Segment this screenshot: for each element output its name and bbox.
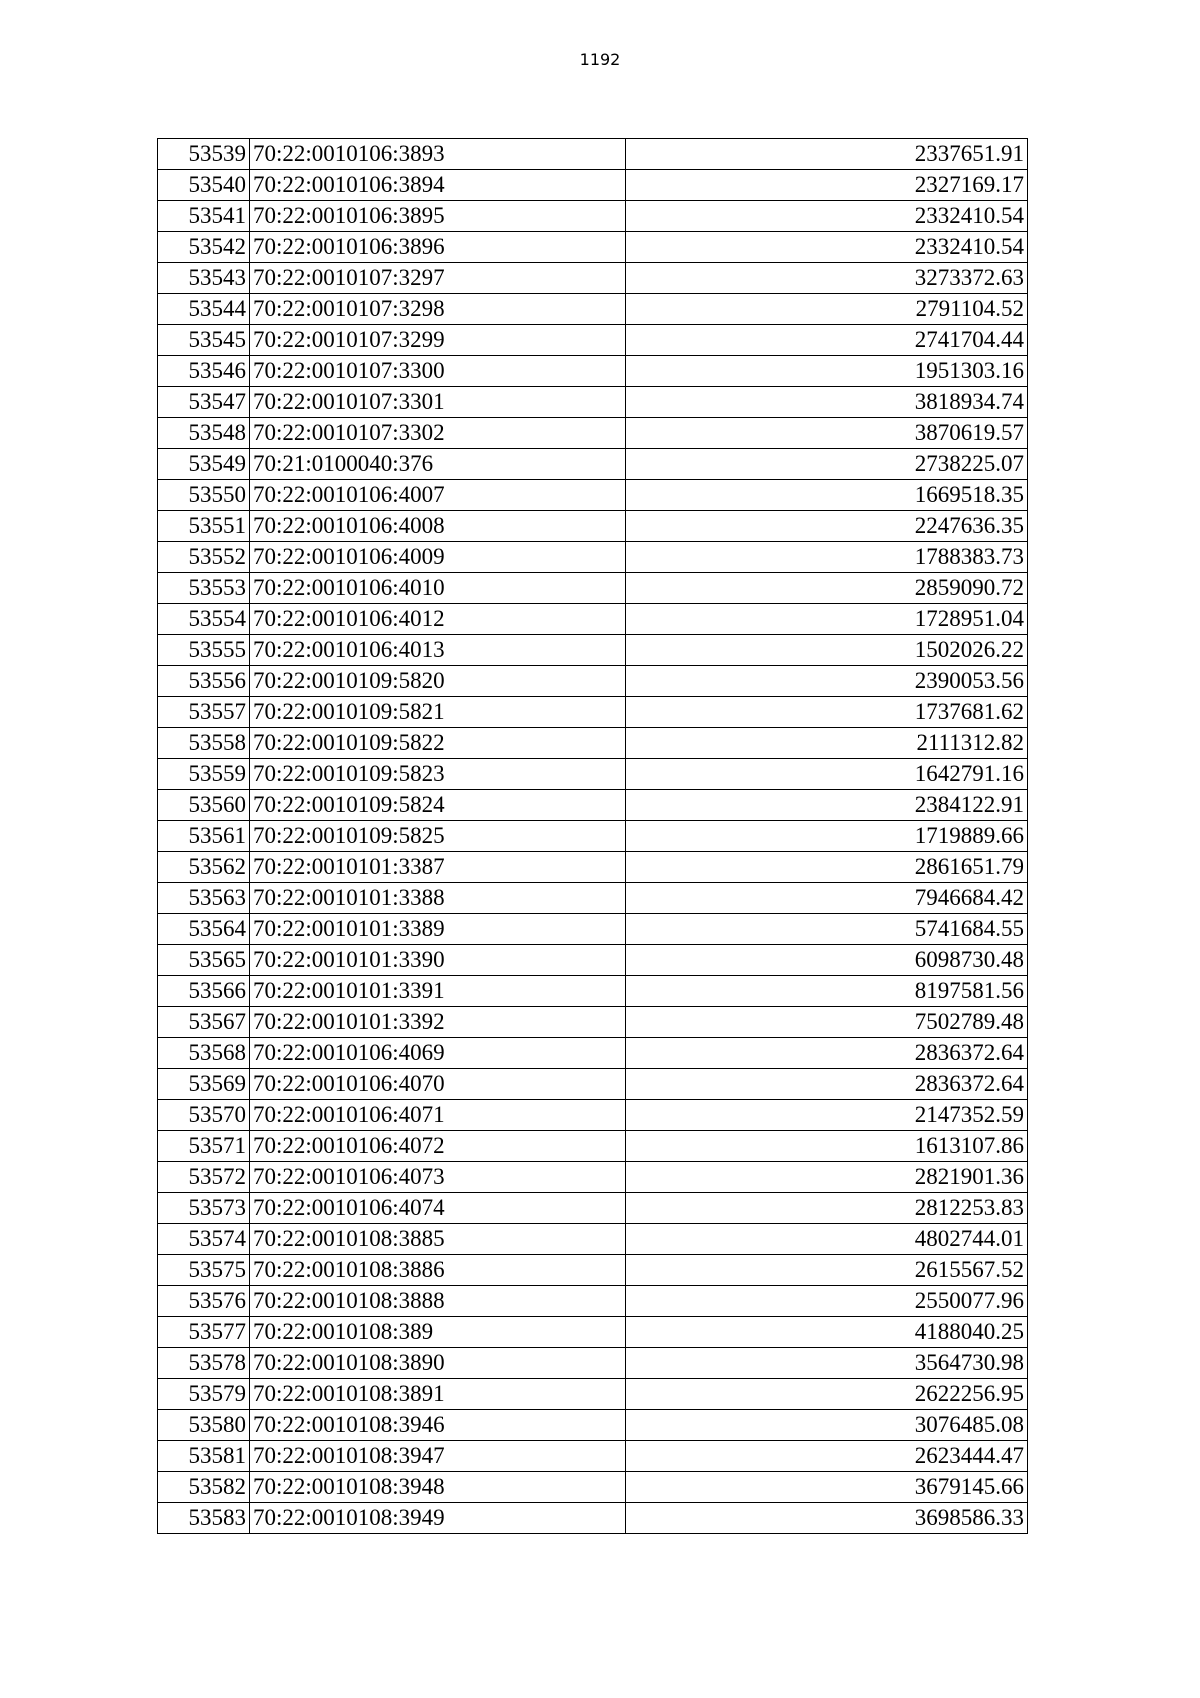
cadastral-number-cell: 70:22:0010107:3300 bbox=[250, 356, 626, 387]
table-row bbox=[158, 635, 1028, 666]
cadastral-number-cell: 70:22:0010101:3391 bbox=[250, 976, 626, 1007]
cadastral-value-cell: 5741684.55 bbox=[626, 914, 1028, 945]
table-row bbox=[158, 1472, 1028, 1503]
table-row bbox=[158, 542, 1028, 573]
cadastral-number-cell: 70:22:0010107:3297 bbox=[250, 263, 626, 294]
row-number-cell: 53552 bbox=[158, 542, 250, 573]
cadastral-value-cell: 1788383.73 bbox=[626, 542, 1028, 573]
row-number-cell: 53583 bbox=[158, 1503, 250, 1534]
table-row bbox=[158, 728, 1028, 759]
cadastral-number-cell: 70:22:0010106:4007 bbox=[250, 480, 626, 511]
cadastral-number-cell: 70:22:0010109:5822 bbox=[250, 728, 626, 759]
row-number-cell: 53567 bbox=[158, 1007, 250, 1038]
cadastral-value-cell: 3818934.74 bbox=[626, 387, 1028, 418]
table-row bbox=[158, 139, 1028, 170]
table-row bbox=[158, 666, 1028, 697]
cadastral-number-cell: 70:22:0010109:5825 bbox=[250, 821, 626, 852]
row-number-cell: 53563 bbox=[158, 883, 250, 914]
cadastral-number-cell: 70:22:0010106:3894 bbox=[250, 170, 626, 201]
row-number-cell: 53577 bbox=[158, 1317, 250, 1348]
row-number-cell: 53572 bbox=[158, 1162, 250, 1193]
cadastral-number-cell: 70:22:0010106:4069 bbox=[250, 1038, 626, 1069]
cadastral-number-cell: 70:22:0010108:3948 bbox=[250, 1472, 626, 1503]
cadastral-value-cell: 4188040.25 bbox=[626, 1317, 1028, 1348]
cadastral-value-cell: 7502789.48 bbox=[626, 1007, 1028, 1038]
table-row bbox=[158, 852, 1028, 883]
row-number-cell: 53582 bbox=[158, 1472, 250, 1503]
row-number-cell: 53579 bbox=[158, 1379, 250, 1410]
row-number-cell: 53539 bbox=[158, 139, 250, 170]
cadastral-number-cell: 70:22:0010109:5824 bbox=[250, 790, 626, 821]
cadastral-value-cell: 1502026.22 bbox=[626, 635, 1028, 666]
cadastral-number-cell: 70:22:0010101:3389 bbox=[250, 914, 626, 945]
cadastral-number-cell: 70:22:0010107:3302 bbox=[250, 418, 626, 449]
row-number-cell: 53569 bbox=[158, 1069, 250, 1100]
cadastral-number-cell: 70:22:0010108:3886 bbox=[250, 1255, 626, 1286]
row-number-cell: 53576 bbox=[158, 1286, 250, 1317]
table-row bbox=[158, 201, 1028, 232]
cadastral-value-cell: 2337651.91 bbox=[626, 139, 1028, 170]
table-row bbox=[158, 1162, 1028, 1193]
table-row bbox=[158, 604, 1028, 635]
row-number-cell: 53568 bbox=[158, 1038, 250, 1069]
cadastral-number-cell: 70:21:0100040:376 bbox=[250, 449, 626, 480]
cadastral-value-cell: 8197581.56 bbox=[626, 976, 1028, 1007]
table-row bbox=[158, 263, 1028, 294]
cadastral-value-cell: 2390053.56 bbox=[626, 666, 1028, 697]
cadastral-value-cell: 2859090.72 bbox=[626, 573, 1028, 604]
cadastral-value-cell: 2615567.52 bbox=[626, 1255, 1028, 1286]
row-number-cell: 53547 bbox=[158, 387, 250, 418]
cadastral-value-cell: 1642791.16 bbox=[626, 759, 1028, 790]
table-row bbox=[158, 480, 1028, 511]
table-row bbox=[158, 1100, 1028, 1131]
cadastral-value-cell: 1613107.86 bbox=[626, 1131, 1028, 1162]
row-number-cell: 53549 bbox=[158, 449, 250, 480]
cadastral-value-cell: 2836372.64 bbox=[626, 1038, 1028, 1069]
row-number-cell: 53575 bbox=[158, 1255, 250, 1286]
table-row bbox=[158, 1069, 1028, 1100]
cadastral-value-cell: 6098730.48 bbox=[626, 945, 1028, 976]
table-row bbox=[158, 1410, 1028, 1441]
cadastral-number-cell: 70:22:0010106:4072 bbox=[250, 1131, 626, 1162]
row-number-cell: 53578 bbox=[158, 1348, 250, 1379]
table-row bbox=[158, 356, 1028, 387]
cadastral-value-cell: 2738225.07 bbox=[626, 449, 1028, 480]
cadastral-number-cell: 70:22:0010106:4009 bbox=[250, 542, 626, 573]
row-number-cell: 53574 bbox=[158, 1224, 250, 1255]
cadastral-value-cell: 2821901.36 bbox=[626, 1162, 1028, 1193]
table-body bbox=[158, 139, 1028, 1534]
cadastral-value-cell: 2836372.64 bbox=[626, 1069, 1028, 1100]
table-row bbox=[158, 449, 1028, 480]
row-number-cell: 53570 bbox=[158, 1100, 250, 1131]
cadastral-value-cell: 2623444.47 bbox=[626, 1441, 1028, 1472]
cadastral-value-cell: 1951303.16 bbox=[626, 356, 1028, 387]
row-number-cell: 53556 bbox=[158, 666, 250, 697]
cadastral-value-cell: 2861651.79 bbox=[626, 852, 1028, 883]
row-number-cell: 53571 bbox=[158, 1131, 250, 1162]
cadastral-value-cell: 7946684.42 bbox=[626, 883, 1028, 914]
cadastral-value-cell: 3564730.98 bbox=[626, 1348, 1028, 1379]
cadastral-value-cell: 2741704.44 bbox=[626, 325, 1028, 356]
row-number-cell: 53543 bbox=[158, 263, 250, 294]
cadastral-value-cell: 2111312.82 bbox=[626, 728, 1028, 759]
cadastral-number-cell: 70:22:0010108:3947 bbox=[250, 1441, 626, 1472]
table-row bbox=[158, 511, 1028, 542]
cadastral-number-cell: 70:22:0010108:3949 bbox=[250, 1503, 626, 1534]
table-row bbox=[158, 1348, 1028, 1379]
cadastral-number-cell: 70:22:0010109:5821 bbox=[250, 697, 626, 728]
row-number-cell: 53564 bbox=[158, 914, 250, 945]
row-number-cell: 53560 bbox=[158, 790, 250, 821]
table-row bbox=[158, 294, 1028, 325]
table-row bbox=[158, 1038, 1028, 1069]
table-row bbox=[158, 759, 1028, 790]
cadastral-number-cell: 70:22:0010106:4074 bbox=[250, 1193, 626, 1224]
table-row bbox=[158, 1317, 1028, 1348]
table-row bbox=[158, 232, 1028, 263]
table-row bbox=[158, 325, 1028, 356]
cadastral-value-cell: 1737681.62 bbox=[626, 697, 1028, 728]
cadastral-value-cell: 3076485.08 bbox=[626, 1410, 1028, 1441]
table-row bbox=[158, 1286, 1028, 1317]
row-number-cell: 53553 bbox=[158, 573, 250, 604]
cadastral-value-cell: 2247636.35 bbox=[626, 511, 1028, 542]
cadastral-value-cell: 2147352.59 bbox=[626, 1100, 1028, 1131]
cadastral-value-cell: 1728951.04 bbox=[626, 604, 1028, 635]
cadastral-number-cell: 70:22:0010107:3298 bbox=[250, 294, 626, 325]
cadastral-number-cell: 70:22:0010107:3301 bbox=[250, 387, 626, 418]
cadastral-number-cell: 70:22:0010101:3390 bbox=[250, 945, 626, 976]
cadastral-number-cell: 70:22:0010108:3885 bbox=[250, 1224, 626, 1255]
table-row bbox=[158, 573, 1028, 604]
cadastral-value-cell: 4802744.01 bbox=[626, 1224, 1028, 1255]
cadastral-number-cell: 70:22:0010101:3387 bbox=[250, 852, 626, 883]
table-row bbox=[158, 387, 1028, 418]
cadastral-number-cell: 70:22:0010106:4012 bbox=[250, 604, 626, 635]
row-number-cell: 53542 bbox=[158, 232, 250, 263]
cadastral-value-cell: 1719889.66 bbox=[626, 821, 1028, 852]
table-row bbox=[158, 1224, 1028, 1255]
table-row bbox=[158, 1131, 1028, 1162]
page-number: 1192 bbox=[579, 50, 621, 69]
table-row bbox=[158, 1255, 1028, 1286]
cadastral-value-cell: 2622256.95 bbox=[626, 1379, 1028, 1410]
row-number-cell: 53557 bbox=[158, 697, 250, 728]
cadastral-value-cell: 2550077.96 bbox=[626, 1286, 1028, 1317]
cadastral-number-cell: 70:22:0010106:4071 bbox=[250, 1100, 626, 1131]
cadastral-number-cell: 70:22:0010106:4008 bbox=[250, 511, 626, 542]
cadastral-number-cell: 70:22:0010109:5823 bbox=[250, 759, 626, 790]
cadastral-number-cell: 70:22:0010108:3888 bbox=[250, 1286, 626, 1317]
row-number-cell: 53545 bbox=[158, 325, 250, 356]
cadastral-value-table bbox=[157, 138, 1028, 1534]
row-number-cell: 53580 bbox=[158, 1410, 250, 1441]
cadastral-number-cell: 70:22:0010101:3388 bbox=[250, 883, 626, 914]
cadastral-value-cell: 2791104.52 bbox=[626, 294, 1028, 325]
cadastral-value-cell: 2812253.83 bbox=[626, 1193, 1028, 1224]
row-number-cell: 53566 bbox=[158, 976, 250, 1007]
cadastral-number-cell: 70:22:0010108:389 bbox=[250, 1317, 626, 1348]
row-number-cell: 53540 bbox=[158, 170, 250, 201]
row-number-cell: 53548 bbox=[158, 418, 250, 449]
row-number-cell: 53555 bbox=[158, 635, 250, 666]
cadastral-number-cell: 70:22:0010109:5820 bbox=[250, 666, 626, 697]
row-number-cell: 53544 bbox=[158, 294, 250, 325]
cadastral-value-cell: 3698586.33 bbox=[626, 1503, 1028, 1534]
row-number-cell: 53565 bbox=[158, 945, 250, 976]
table-row bbox=[158, 1503, 1028, 1534]
cadastral-number-cell: 70:22:0010108:3946 bbox=[250, 1410, 626, 1441]
table-row bbox=[158, 1007, 1028, 1038]
table-row bbox=[158, 1441, 1028, 1472]
table-row bbox=[158, 883, 1028, 914]
table-row bbox=[158, 170, 1028, 201]
cadastral-number-cell: 70:22:0010106:3896 bbox=[250, 232, 626, 263]
row-number-cell: 53562 bbox=[158, 852, 250, 883]
cadastral-number-cell: 70:22:0010106:4070 bbox=[250, 1069, 626, 1100]
row-number-cell: 53558 bbox=[158, 728, 250, 759]
cadastral-number-cell: 70:22:0010106:4073 bbox=[250, 1162, 626, 1193]
table-row bbox=[158, 914, 1028, 945]
row-number-cell: 53546 bbox=[158, 356, 250, 387]
row-number-cell: 53561 bbox=[158, 821, 250, 852]
cadastral-number-cell: 70:22:0010107:3299 bbox=[250, 325, 626, 356]
cadastral-value-cell: 3273372.63 bbox=[626, 263, 1028, 294]
table-row bbox=[158, 945, 1028, 976]
table-row bbox=[158, 697, 1028, 728]
cadastral-value-cell: 2327169.17 bbox=[626, 170, 1028, 201]
cadastral-number-cell: 70:22:0010106:3895 bbox=[250, 201, 626, 232]
table-row bbox=[158, 1193, 1028, 1224]
cadastral-value-cell: 2332410.54 bbox=[626, 201, 1028, 232]
cadastral-value-cell: 3870619.57 bbox=[626, 418, 1028, 449]
cadastral-number-cell: 70:22:0010106:3893 bbox=[250, 139, 626, 170]
table-row bbox=[158, 821, 1028, 852]
cadastral-number-cell: 70:22:0010106:4013 bbox=[250, 635, 626, 666]
cadastral-value-cell: 2332410.54 bbox=[626, 232, 1028, 263]
row-number-cell: 53550 bbox=[158, 480, 250, 511]
table-row bbox=[158, 1379, 1028, 1410]
cadastral-number-cell: 70:22:0010108:3891 bbox=[250, 1379, 626, 1410]
cadastral-value-cell: 1669518.35 bbox=[626, 480, 1028, 511]
table-row bbox=[158, 976, 1028, 1007]
table-row bbox=[158, 418, 1028, 449]
row-number-cell: 53541 bbox=[158, 201, 250, 232]
row-number-cell: 53573 bbox=[158, 1193, 250, 1224]
row-number-cell: 53559 bbox=[158, 759, 250, 790]
cadastral-number-cell: 70:22:0010101:3392 bbox=[250, 1007, 626, 1038]
cadastral-number-cell: 70:22:0010108:3890 bbox=[250, 1348, 626, 1379]
cadastral-number-cell: 70:22:0010106:4010 bbox=[250, 573, 626, 604]
cadastral-value-cell: 3679145.66 bbox=[626, 1472, 1028, 1503]
row-number-cell: 53551 bbox=[158, 511, 250, 542]
row-number-cell: 53581 bbox=[158, 1441, 250, 1472]
row-number-cell: 53554 bbox=[158, 604, 250, 635]
table-row bbox=[158, 790, 1028, 821]
cadastral-value-cell: 2384122.91 bbox=[626, 790, 1028, 821]
